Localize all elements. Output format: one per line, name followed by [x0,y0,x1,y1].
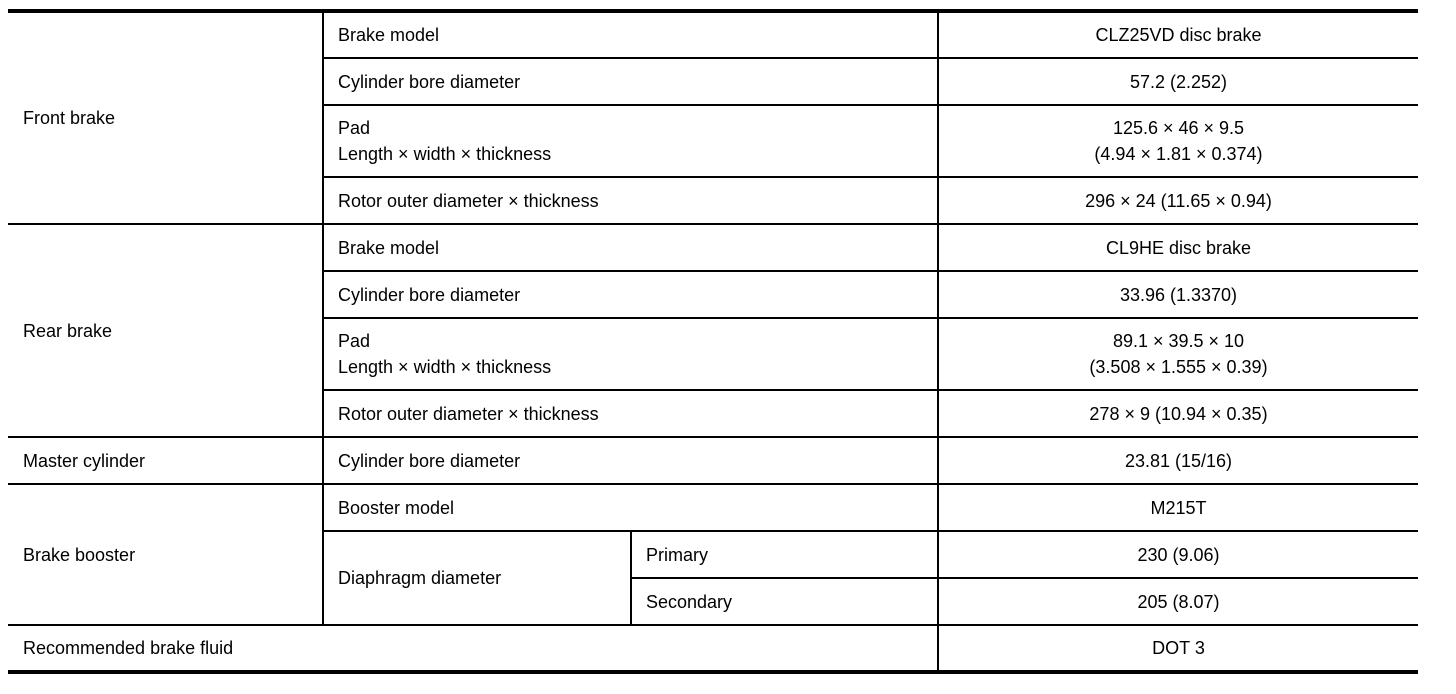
table-row [8,224,1418,271]
front-brake-model-label: Brake model [323,11,938,58]
diaphragm-diameter-label: Diaphragm diameter [323,531,631,625]
front-rotor-value: 296 × 24 (11.65 × 0.94) [938,177,1418,224]
diaphragm-secondary-value: 205 (8.07) [938,578,1418,625]
front-pad-label-line1: Pad [338,118,371,138]
master-cylinder-label: Master cylinder [8,437,323,484]
rear-rotor-value: 278 × 9 (10.94 × 0.35) [938,390,1418,437]
table-row [8,484,1418,531]
front-rotor-label: Rotor outer diameter × thickness [323,177,938,224]
master-cylinder-bore-label: Cylinder bore diameter [323,437,938,484]
booster-model-label: Booster model [323,484,938,531]
table-row [8,625,1418,672]
rear-cylinder-bore-label: Cylinder bore diameter [323,271,938,318]
brake-booster-label: Brake booster [8,484,323,625]
brake-fluid-label: Recommended brake fluid [8,625,938,672]
front-cylinder-bore-label: Cylinder bore diameter [323,58,938,105]
rear-pad-value-line1: 89.1 × 39.5 × 10 [1112,331,1245,351]
front-pad-label-line2: Length × width × thickness [338,144,552,164]
brake-fluid-value: DOT 3 [938,625,1418,672]
booster-model-value: M215T [938,484,1418,531]
diaphragm-secondary-label: Secondary [631,578,938,625]
rear-brake-model-label: Brake model [323,224,938,271]
master-cylinder-bore-value: 23.81 (15/16) [938,437,1418,484]
rear-brake-model-value: CL9HE disc brake [938,224,1418,271]
rear-pad-label [323,318,938,390]
front-pad-label [323,105,938,177]
rear-brake-label: Rear brake [8,224,323,437]
rear-pad-label-line2: Length × width × thickness [338,357,552,377]
rear-cylinder-bore-value: 33.96 (1.3370) [938,271,1418,318]
front-pad-value-line2: (4.94 × 1.81 × 0.374) [1094,144,1263,164]
rear-rotor-label: Rotor outer diameter × thickness [323,390,938,437]
rear-pad-value [938,318,1418,390]
diaphragm-primary-label: Primary [631,531,938,578]
diaphragm-primary-value: 230 (9.06) [938,531,1418,578]
rear-pad-label-line1: Pad [338,331,371,351]
table-row [8,437,1418,484]
front-cylinder-bore-value: 57.2 (2.252) [938,58,1418,105]
front-brake-label: Front brake [8,11,323,224]
front-pad-value [938,105,1418,177]
front-brake-model-value: CLZ25VD disc brake [938,11,1418,58]
front-pad-value-line1: 125.6 × 46 × 9.5 [1112,118,1245,138]
table-row [8,11,1418,58]
rear-pad-value-line2: (3.508 × 1.555 × 0.39) [1089,357,1268,377]
brake-spec-table [8,9,1418,674]
